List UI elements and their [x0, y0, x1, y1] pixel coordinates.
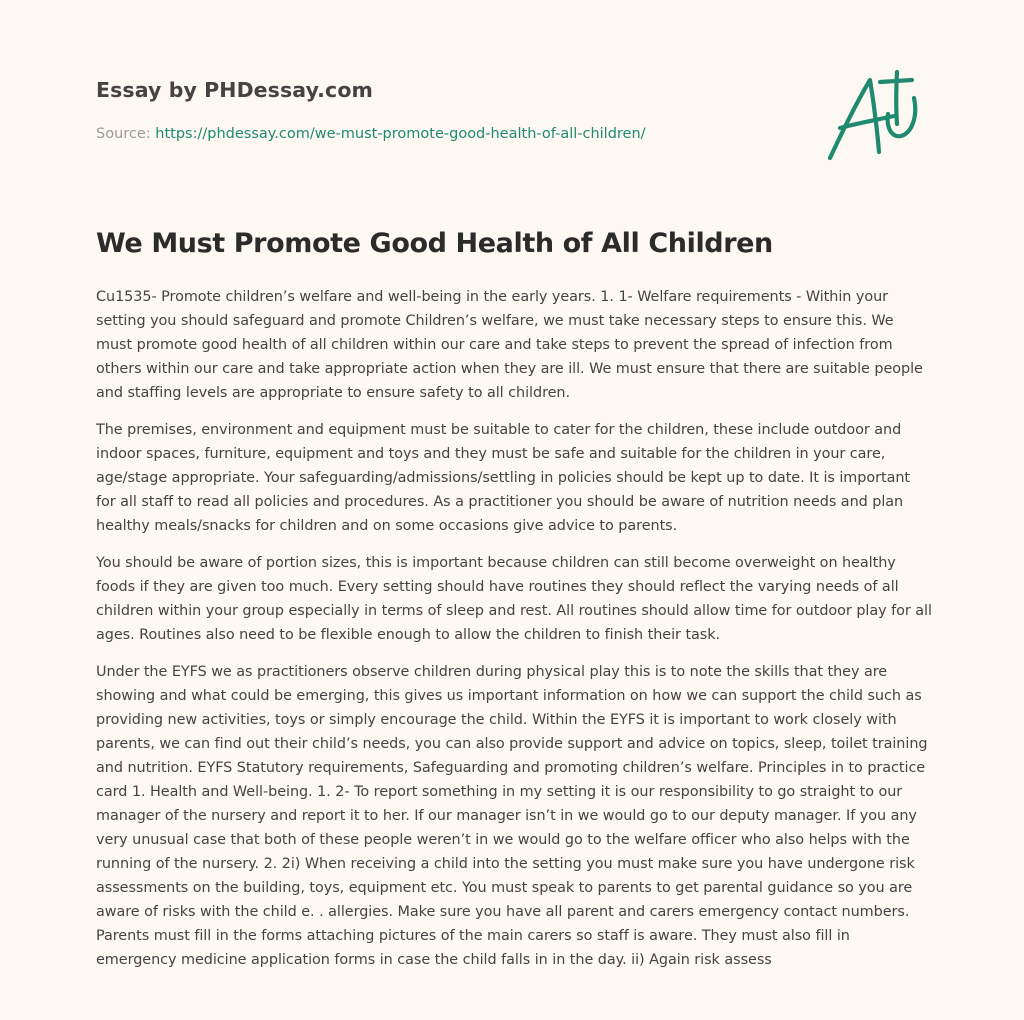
source-line [96, 124, 716, 144]
essay-header [96, 76, 716, 144]
source-label: Source: [96, 126, 156, 142]
essay-paragraph-4: Under the EYFS we as practitioners observe children during physical play this is to note the skills that they are showing and what could be emerging, this gives us important information on how we can support the child such as providing new activities, toys or simply encourage the child. Within the EYFS it is important to work closely with parents, we can find out their child’s needs, you can also provide support and advice on topics, sleep, toilet training and nutrition. EYFS Statutory requirements, Safeguarding and promoting children’s welfare. Principles in to practice card 1. Health and Well-being. 1. 2- To report something in my setting it is our responsibility to go straight to our manager of the nursery and report it to her. If our manager isn’t in we would go to our deputy manager. If you any very unusual case that both of these people weren’t in we would go to the welfare officer who also helps with the running of the nursery. 2. 2i) When receiving a child into the setting you must make sure you have undergone risk assessments on the building, toys, equipment etc. You must speak to parents to get parental guidance so you are aware of risks with the child e. . allergies. Make sure you have all parent and carers emergency contact numbers. Parents must fill in the forms attaching pictures of the main carers so staff is aware. They must also fill in emergency medicine application forms in case the child falls in in the day. ii) Again risk assess [96, 664, 928, 968]
source-link[interactable]: https://phdessay.com/we-must-promote-good-health-of-all-children/ [155, 126, 646, 142]
a-plus-logo-icon [820, 66, 930, 166]
essay-title: We Must Promote Good Health of All Children [96, 228, 773, 259]
site-brand: Essay by PHDessay.com [96, 78, 373, 102]
essay-paragraph-2: The premises, environment and equipment must be suitable to cater for the children, these include outdoor and indoor spaces, furniture, equipment and toys and they must be safe and suitable for the children in your care, age/stage appropriate. Your safeguarding/admissions/settling in policies should be kept up to date. It is important for all staff to read all policies and procedures. As a practitioner you should be aware of nutrition needs and plan healthy meals/snacks for children and on some occasions give advice to parents. [96, 422, 911, 534]
essay-paragraph-3: You should be aware of portion sizes, this is important because children can still become overweight on healthy foods if they are given too much. Every setting should have routines they should reflect the varying needs of all children within your group especially in terms of sleep and rest. All routines should allow time for outdoor play for all ages. Routines also need to be flexible enough to allow the children to finish their task. [96, 555, 932, 643]
essay-body [96, 285, 932, 985]
essay-paragraph-1: Cu1535- Promote children’s welfare and well-being in the early years. 1. 1- Welfare requirements - Within your setting you should safeguard and promote Children’s welfare, we must take necessary steps to ensure this. We must promote good health of all children within our care and take steps to prevent the spread of infection from others within our care and take appropriate action when they are ill. We must ensure that there are suitable people and staffing levels are appropriate to ensure safety to all children. [96, 289, 923, 401]
